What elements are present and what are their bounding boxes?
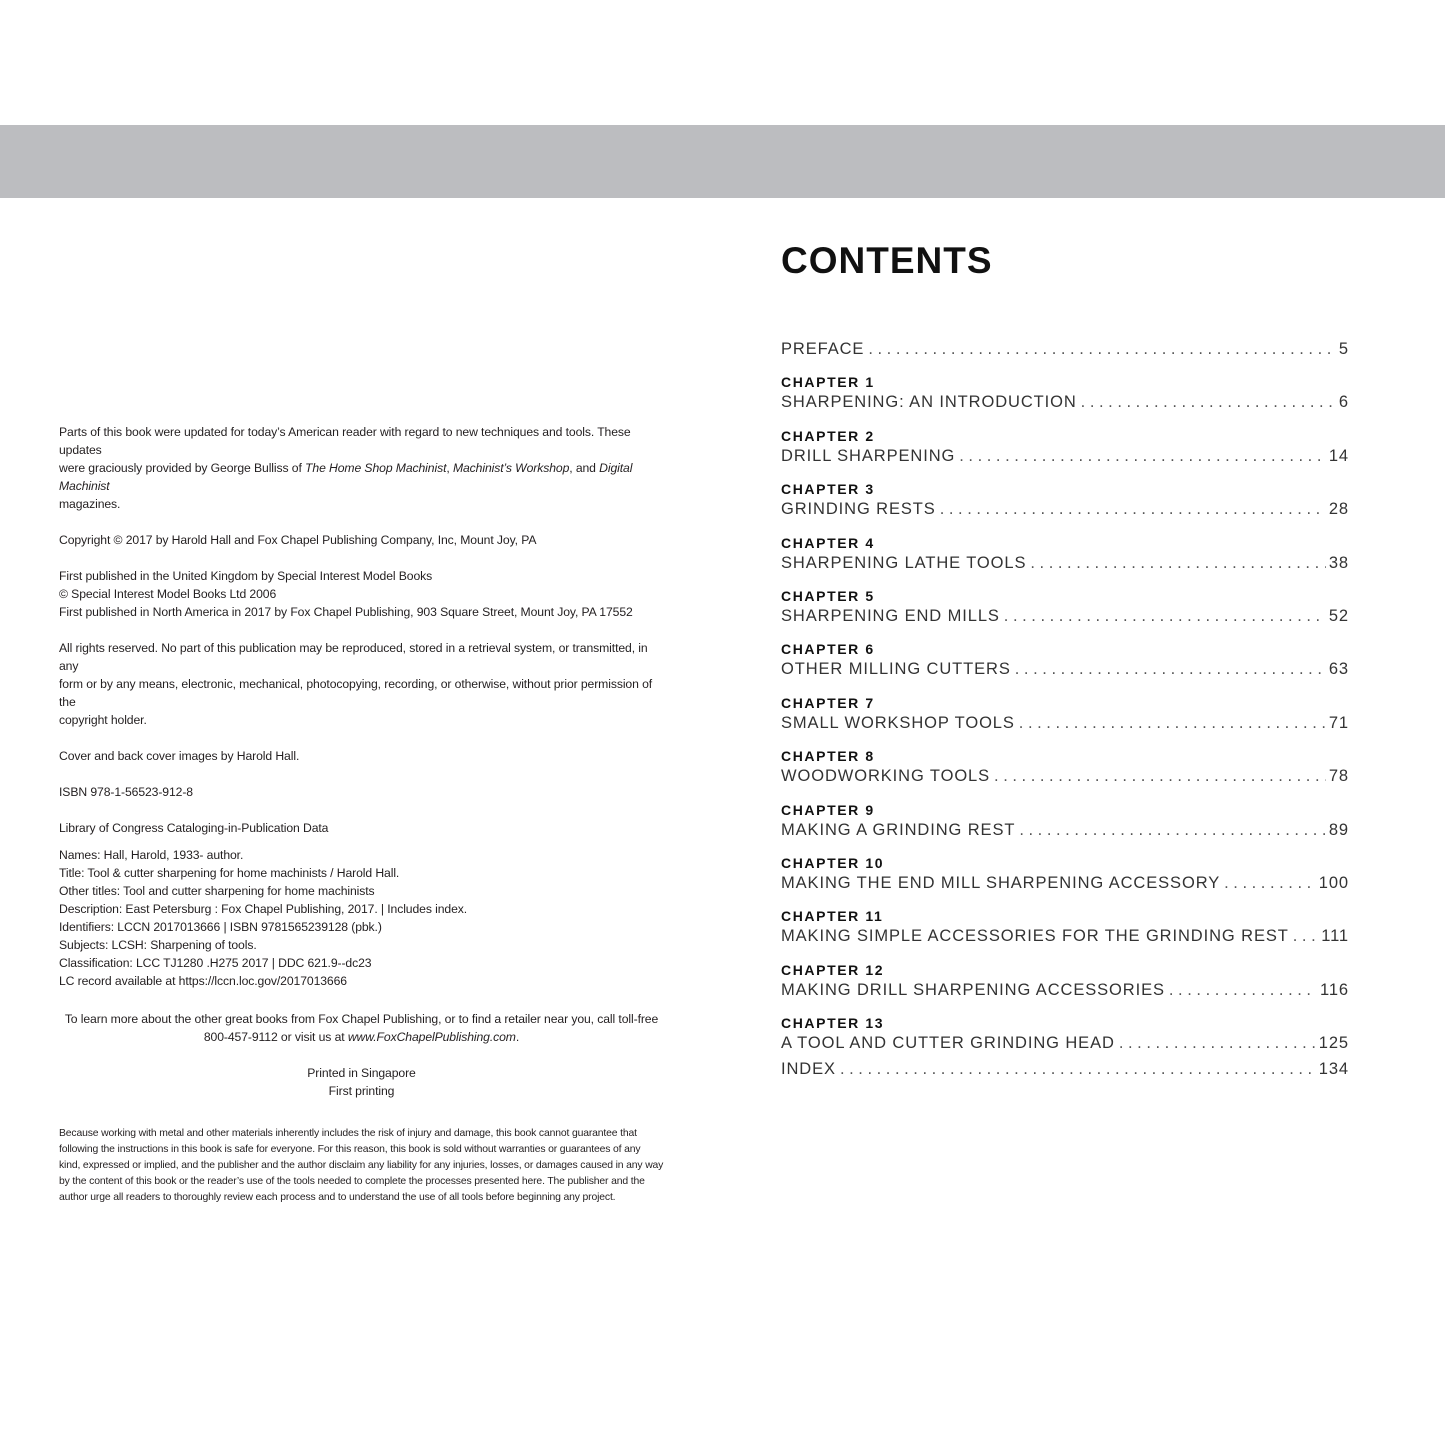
publisher-url: www.FoxChapelPublishing.com bbox=[347, 1030, 516, 1044]
disclaimer-line: Because working with metal and other materials inherently includes the risk of injury and damage, this book cannot guarantee that bbox=[59, 1128, 637, 1139]
toc-chapter bbox=[781, 366, 1349, 419]
intro-text: were graciously provided by George Bulliss of bbox=[59, 461, 306, 475]
magazine-title: Digital Machinist bbox=[59, 461, 633, 493]
toc-entry-title: DRILL SHARPENING bbox=[781, 446, 956, 465]
learn-more-text: 800-457-9112 or visit us at bbox=[203, 1030, 348, 1044]
toc-entry-chapter[interactable] bbox=[781, 1034, 1349, 1060]
toc-entry-title: SHARPENING LATHE TOOLS bbox=[781, 553, 1027, 572]
learn-more-line-2 bbox=[59, 1028, 664, 1046]
printed-in: Printed in Singapore bbox=[307, 1066, 416, 1080]
toc-chapter bbox=[781, 1007, 1349, 1060]
toc-chapter bbox=[781, 633, 1349, 686]
toc-entry-preface[interactable] bbox=[781, 340, 1349, 366]
chapter-label: CHAPTER 7 bbox=[781, 694, 875, 711]
disclaimer-line: kind, expressed or implied, and the publisher and the author disclaim any liability for any injuries, losses, or damages caused in any way bbox=[59, 1160, 664, 1171]
rights-line-3: copyright holder. bbox=[59, 713, 147, 727]
chapter-label: CHAPTER 12 bbox=[781, 961, 885, 978]
toc-page-number: 38 bbox=[1328, 553, 1349, 572]
learn-more-end: . bbox=[515, 1030, 520, 1044]
toc-page-number: 89 bbox=[1328, 820, 1349, 839]
first-published-na: First published in North America in 2017 by Fox Chapel Publishing, 903 Square Street, Mount Joy, PA 17552 bbox=[59, 605, 633, 619]
toc-entry-chapter[interactable] bbox=[781, 821, 1349, 847]
toc-page-number: 5 bbox=[1338, 340, 1349, 358]
magazine-title: Machinist’s Workshop bbox=[452, 461, 570, 475]
dot-leader bbox=[1015, 660, 1326, 679]
cip-identifiers: Identifiers: LCCN 2017013666 | ISBN 9781565239128 (pbk.) bbox=[59, 920, 382, 934]
toc-page-number: 6 bbox=[1338, 393, 1349, 412]
dot-leader bbox=[940, 500, 1326, 519]
toc-page-number: 14 bbox=[1328, 446, 1349, 465]
toc-chapter bbox=[781, 847, 1349, 900]
toc-entry-title: MAKING SIMPLE ACCESSORIES FOR THE GRINDING REST bbox=[781, 927, 1289, 946]
toc-entry-chapter[interactable] bbox=[781, 981, 1349, 1007]
dot-leader bbox=[1019, 714, 1326, 733]
cip-description: Description: East Petersburg : Fox Chapel Publishing, 2017. | Includes index. bbox=[59, 902, 468, 916]
chapter-label: CHAPTER 6 bbox=[781, 641, 875, 658]
toc-entry-chapter[interactable] bbox=[781, 607, 1349, 633]
toc-entry-title: PREFACE bbox=[781, 340, 865, 358]
toc-page-number: 111 bbox=[1321, 927, 1349, 946]
cip-title: Title: Tool & cutter sharpening for home machinists / Harold Hall. bbox=[59, 866, 400, 880]
toc-page-number: 100 bbox=[1318, 873, 1349, 892]
sim-copyright: © Special Interest Model Books Ltd 2006 bbox=[59, 587, 277, 601]
toc-chapter bbox=[781, 580, 1349, 633]
copyright-line: Copyright © 2017 by Harold Hall and Fox Chapel Publishing Company, Inc, Mount Joy, PA bbox=[59, 533, 537, 547]
header-band bbox=[0, 125, 1445, 198]
toc-entry-index[interactable] bbox=[781, 1060, 1349, 1086]
toc-entry-chapter[interactable] bbox=[781, 447, 1349, 473]
chapter-label: CHAPTER 10 bbox=[781, 854, 885, 871]
chapter-label: CHAPTER 3 bbox=[781, 481, 875, 498]
chapter-label: CHAPTER 13 bbox=[781, 1015, 885, 1032]
toc-chapter bbox=[781, 793, 1349, 846]
toc-entry-title: WOODWORKING TOOLS bbox=[781, 767, 991, 786]
dot-leader bbox=[1081, 393, 1336, 412]
toc-chapter bbox=[781, 419, 1349, 472]
cip-other-titles: Other titles: Tool and cutter sharpening for home machinists bbox=[59, 884, 375, 898]
cip-record: LC record available at https://lccn.loc.gov/2017013666 bbox=[59, 974, 347, 988]
toc-chapter bbox=[781, 686, 1349, 739]
toc-entry-chapter[interactable] bbox=[781, 927, 1349, 953]
toc-page-number: 28 bbox=[1328, 500, 1349, 519]
toc-page-number: 63 bbox=[1328, 660, 1349, 679]
intro-line-2 bbox=[59, 459, 664, 495]
chapter-label: CHAPTER 2 bbox=[781, 427, 875, 444]
toc-page-number: 125 bbox=[1318, 1034, 1349, 1053]
cover-images-credit: Cover and back cover images by Harold Hall. bbox=[59, 749, 300, 763]
toc-entry-title: SHARPENING END MILLS bbox=[781, 606, 1000, 625]
dot-leader bbox=[1293, 927, 1318, 946]
toc-entry-chapter[interactable] bbox=[781, 874, 1349, 900]
toc-page-number: 52 bbox=[1328, 606, 1349, 625]
toc-chapter bbox=[781, 900, 1349, 953]
dot-leader bbox=[1224, 874, 1316, 893]
chapter-label: CHAPTER 8 bbox=[781, 748, 875, 765]
intro-line-3: magazines. bbox=[59, 497, 121, 511]
toc-page-number: 71 bbox=[1328, 713, 1349, 732]
cip-classification: Classification: LCC TJ1280 .H275 2017 | DDC 621.9--dc23 bbox=[59, 956, 372, 970]
toc-page-number: 134 bbox=[1318, 1060, 1349, 1079]
disclaimer-line: author urge all readers to thoroughly review each process and to understand the use of all tools before beginning any project. bbox=[59, 1192, 616, 1203]
toc-entry-title: MAKING A GRINDING REST bbox=[781, 820, 1016, 839]
rights-line-2: form or by any means, electronic, mechanical, photocopying, recording, or otherwise, without prior permission of the bbox=[59, 677, 653, 709]
dot-leader bbox=[1019, 821, 1326, 840]
toc-entry-title: MAKING DRILL SHARPENING ACCESSORIES bbox=[781, 980, 1165, 999]
separator: , bbox=[446, 461, 453, 475]
learn-more-line-1: To learn more about the other great books from Fox Chapel Publishing, or to find a retailer near you, call toll-free bbox=[64, 1012, 659, 1026]
separator: , and bbox=[569, 461, 600, 475]
toc-entry-title: GRINDING RESTS bbox=[781, 500, 936, 519]
dot-leader bbox=[1004, 607, 1326, 626]
rights-line-1: All rights reserved. No part of this publication may be reproduced, stored in a retrieval system, or transmitted, in any bbox=[59, 641, 648, 673]
toc-chapter bbox=[781, 740, 1349, 793]
toc-page-number: 78 bbox=[1328, 767, 1349, 786]
toc-chapter bbox=[781, 953, 1349, 1006]
chapter-label: CHAPTER 5 bbox=[781, 587, 875, 604]
cip-subjects: Subjects: LCSH: Sharpening of tools. bbox=[59, 938, 257, 952]
isbn: ISBN 978-1-56523-912-8 bbox=[59, 785, 193, 799]
toc-entry-title: SMALL WORKSHOP TOOLS bbox=[781, 713, 1015, 732]
toc-entry-chapter[interactable] bbox=[781, 714, 1349, 740]
toc-entry-chapter[interactable] bbox=[781, 554, 1349, 580]
dot-leader bbox=[994, 767, 1326, 786]
toc-chapter bbox=[781, 473, 1349, 526]
contents-title: CONTENTS bbox=[781, 240, 993, 281]
copyright-block bbox=[59, 423, 664, 1206]
toc-entry-chapter[interactable] bbox=[781, 393, 1349, 419]
chapter-label: CHAPTER 11 bbox=[781, 908, 884, 925]
cip-names: Names: Hall, Harold, 1933- author. bbox=[59, 848, 244, 862]
dot-leader bbox=[840, 1060, 1316, 1079]
toc-chapter bbox=[781, 526, 1349, 579]
toc-entry-chapter[interactable] bbox=[781, 500, 1349, 526]
toc-entry-title: MAKING THE END MILL SHARPENING ACCESSORY bbox=[781, 873, 1221, 892]
toc-entry-title: INDEX bbox=[781, 1060, 836, 1079]
intro-line-1: Parts of this book were updated for today’s American reader with regard to new techniques and tools. These updates bbox=[59, 425, 631, 457]
disclaimer-line: following the instructions in this book is safe for everyone. For this reason, this book is sold without warranties or guarantees of any bbox=[59, 1144, 641, 1155]
dot-leader bbox=[1030, 554, 1325, 573]
safety-disclaimer bbox=[59, 1126, 664, 1206]
toc-entry-title: OTHER MILLING CUTTERS bbox=[781, 660, 1011, 679]
chapter-label: CHAPTER 4 bbox=[781, 534, 875, 551]
first-published-uk: First published in the United Kingdom by Special Interest Model Books bbox=[59, 569, 433, 583]
magazine-title: The Home Shop Machinist bbox=[305, 461, 447, 475]
dot-leader bbox=[1119, 1034, 1316, 1053]
chapter-label: CHAPTER 1 bbox=[781, 374, 875, 391]
chapter-list bbox=[781, 366, 1349, 1060]
dot-leader bbox=[1169, 981, 1317, 1000]
chapter-label: CHAPTER 9 bbox=[781, 801, 875, 818]
cip-heading: Library of Congress Cataloging-in-Publication Data bbox=[59, 821, 329, 835]
toc-entry-title: A TOOL AND CUTTER GRINDING HEAD bbox=[781, 1034, 1115, 1053]
toc-entry-chapter[interactable] bbox=[781, 660, 1349, 686]
toc-entry-chapter[interactable] bbox=[781, 767, 1349, 793]
toc-page-number: 116 bbox=[1319, 980, 1349, 999]
disclaimer-line: by the content of this book or the reader’s use of the tools needed to complete the processes presented here. The publisher and the bbox=[59, 1176, 645, 1187]
toc-entry-title: SHARPENING: AN INTRODUCTION bbox=[781, 393, 1077, 412]
printing: First printing bbox=[328, 1084, 395, 1098]
dot-leader bbox=[959, 447, 1326, 466]
dot-leader bbox=[868, 340, 1336, 359]
table-of-contents bbox=[781, 340, 1349, 1086]
